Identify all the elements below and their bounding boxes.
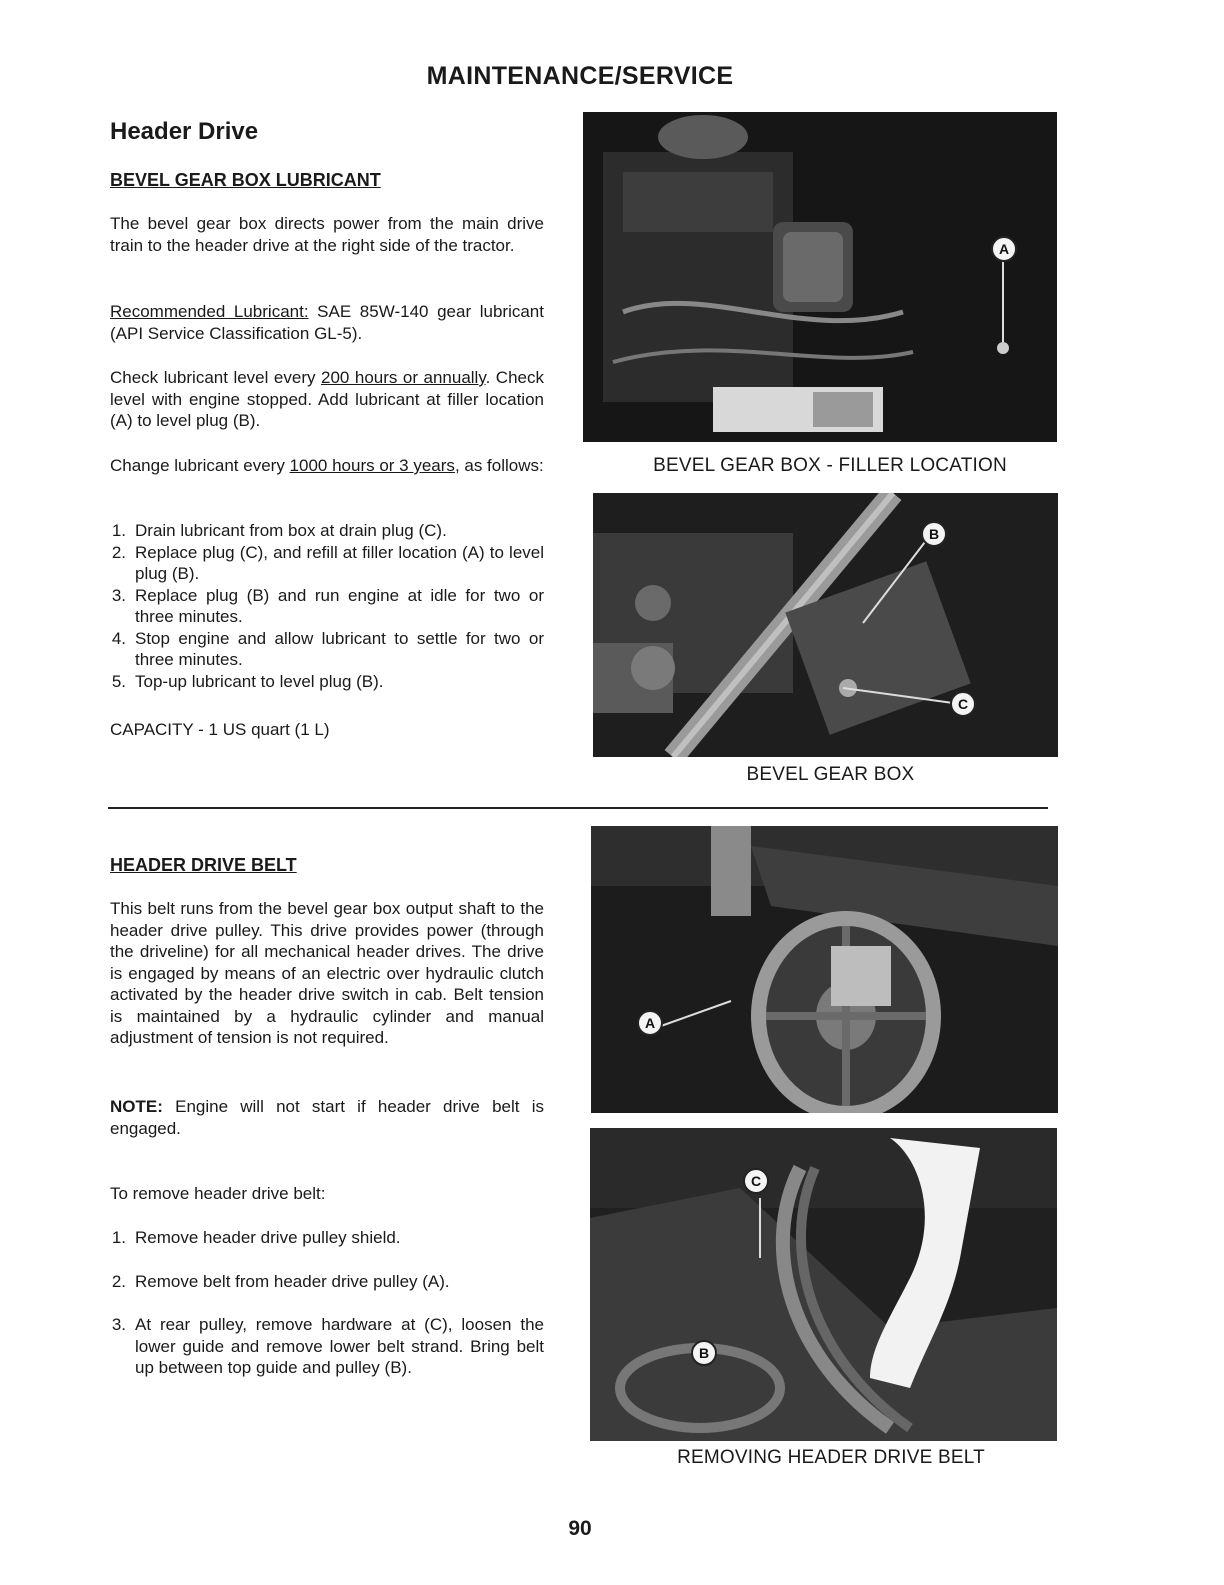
figure-caption: REMOVING HEADER DRIVE BELT — [677, 1447, 985, 1468]
belt-removal-illustration — [590, 1128, 1057, 1441]
change-text-b: , as follows: — [454, 456, 544, 475]
check-paragraph — [110, 367, 544, 432]
step-text: At rear pulley, remove hardware at (C), loosen the lower guide and remove lower belt strand. Bring belt up between top guide and pulley (B). — [135, 1315, 544, 1377]
bevel-heading: BEVEL GEAR BOX LUBRICANT — [110, 170, 381, 190]
page-number: 90 — [568, 1517, 592, 1540]
header-pulley-photo — [591, 826, 1058, 1113]
callout-c: C — [950, 691, 976, 717]
change-text-a: Change lubricant every — [110, 456, 290, 475]
lubricant-label: Recommended Lubricant: — [110, 302, 309, 321]
figure-caption: BEVEL GEAR BOX — [746, 764, 915, 785]
change-interval: 1000 hours or 3 years — [289, 456, 455, 475]
step-text: Remove header drive pulley shield. — [135, 1228, 401, 1247]
step-number: 1. — [111, 1228, 126, 1247]
callout-c: C — [743, 1168, 769, 1194]
list-item — [110, 585, 544, 628]
step-text: Drain lubricant from box at drain plug (C). — [135, 521, 447, 540]
list-item — [110, 628, 544, 671]
step-number: 2. — [111, 1271, 126, 1291]
callout-b: B — [691, 1340, 717, 1366]
step-number: 1. — [111, 521, 126, 540]
capacity-text: CAPACITY - 1 US quart (1 L) — [110, 720, 330, 739]
step-text: Remove belt from header drive pulley (A). — [135, 1271, 450, 1291]
list-item — [110, 1227, 544, 1249]
engine-illustration — [583, 112, 1057, 442]
figure-caption: BEVEL GEAR BOX - FILLER LOCATION — [653, 455, 1007, 476]
callout-a: A — [991, 236, 1017, 262]
list-item — [110, 1271, 544, 1293]
list-item — [110, 542, 544, 585]
lubricant-text: SAE 85W-140 gear lubricant (API Service Classification GL-5). — [110, 302, 544, 343]
step-number: 3. — [111, 1315, 126, 1334]
check-text-a: Check lubricant level every — [110, 368, 321, 387]
bevel-intro: The bevel gear box directs power from the main drive train to the header drive at the right side of the tractor. — [110, 214, 544, 255]
gearbox-illustration — [593, 493, 1058, 757]
callout-a: A — [637, 1010, 663, 1036]
check-text-b: . Check level with engine stopped. Add lubricant at filler location (A) to level plug (B). — [110, 368, 544, 430]
step-number: 5. — [111, 671, 126, 691]
note-label: NOTE: — [110, 1097, 163, 1116]
note-text: Engine will not start if header drive belt is engaged. — [110, 1097, 544, 1138]
step-text: Replace plug (B) and run engine at idle for two or three minutes. — [135, 585, 544, 626]
list-item — [110, 1314, 544, 1379]
belt-heading: HEADER DRIVE BELT — [110, 855, 297, 875]
step-number: 2. — [111, 542, 126, 562]
bevel-gear-box-photo — [593, 493, 1058, 757]
step-text: Top-up lubricant to level plug (B). — [135, 671, 384, 691]
step-number: 3. — [111, 585, 126, 605]
list-item — [110, 671, 544, 693]
removing-belt-photo — [590, 1128, 1057, 1441]
remove-intro: To remove header drive belt: — [110, 1184, 326, 1203]
note-paragraph — [110, 1096, 544, 1139]
change-paragraph — [110, 455, 544, 477]
pulley-illustration — [591, 826, 1058, 1113]
section-title: Header Drive — [110, 118, 259, 145]
list-item — [110, 520, 544, 542]
belt-steps — [110, 1227, 544, 1401]
page-title: MAINTENANCE/SERVICE — [426, 62, 734, 90]
step-number: 4. — [111, 628, 126, 648]
callout-b: B — [921, 521, 947, 547]
step-text: Replace plug (C), and refill at filler location (A) to level plug (B). — [135, 542, 544, 583]
bevel-steps — [110, 520, 544, 692]
step-text: Stop engine and allow lubricant to settle for two or three minutes. — [135, 628, 544, 669]
section-divider — [108, 807, 1048, 809]
check-interval: 200 hours or annually — [321, 368, 486, 387]
lubricant-paragraph — [110, 301, 544, 344]
belt-body: This belt runs from the bevel gear box output shaft to the header drive pulley. This drive provides power (through the driveline) for all mechanical header drives. The drive is engaged by means of an electric over hydraulic clutch activated by the header drive switch in cab. Belt tension is maintained by a hydraulic cylinder and manual adjustment of tension is not required. — [110, 899, 544, 1047]
filler-location-photo — [583, 112, 1057, 442]
